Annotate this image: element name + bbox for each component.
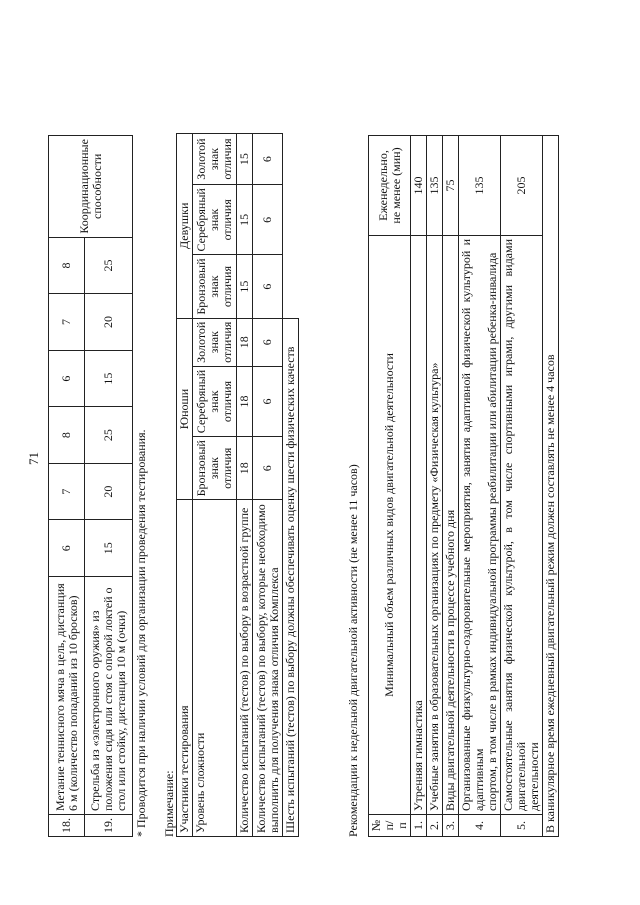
text-line: спортом, в том числе в рамках индивидуальной программы реабилитации или абилитации ребенка-инвалида [485,252,499,812]
table-row [85,136,133,837]
table-row [237,134,253,837]
cell-value: 6 [49,350,85,407]
label-line: выполнить для получения знака отличия Комплекса [266,567,281,833]
bronze-header [193,255,237,318]
header-line: Бронзовый [194,440,208,497]
activity-minutes: 140 [411,136,427,236]
header-line: Золотой [194,321,208,363]
header-line: Золотой [194,138,208,180]
header-line: знак [207,331,221,354]
table-continuation [48,135,133,837]
activity-text: Утренняя гимнастика [411,235,427,814]
cell-value: 15 [237,134,253,185]
cell-value: 15 [85,520,133,577]
header-line: № [369,819,383,832]
cell-value: 18 [237,366,253,436]
cell-value: 8 [49,237,85,294]
cell-value: 15 [85,350,133,407]
header-num [369,815,411,837]
cell-value: 7 [49,294,85,351]
test-name-line: положения сидя или стоя с опорой локтей о [101,587,115,811]
test-name-line: Метание теннисного мяча в цель, дистанция [52,583,67,811]
test-name [49,576,85,814]
gold-header [193,134,237,185]
row-number: 19. [85,815,133,837]
activity-minutes: 135 [427,136,443,236]
silver-header [193,366,237,436]
participants-label: Участники тестирования [177,500,193,837]
text-line: деятельности [527,742,541,812]
table-row [253,134,283,837]
cell-value: 20 [85,294,133,351]
row-number: 18. [49,815,85,837]
cell-value: 6 [253,134,283,185]
gold-header [193,318,237,366]
activity-minutes: 205 [501,136,543,236]
table-row [411,136,427,837]
table-row [443,136,459,837]
cell-value: 6 [253,318,283,366]
cell-value: 18 [237,437,253,500]
header-line: отличия [220,321,234,363]
cell-value: 6 [253,366,283,436]
cell-value: 6 [253,185,283,255]
page-number: 71 [26,452,41,465]
activity-minutes: 135 [459,136,501,236]
row-number: 5. [501,815,543,837]
table-row [49,136,85,837]
activity-text [501,235,543,814]
recommend-heading: Рекомендации к недельной двигательной активности (не менее 11 часов) [346,464,360,837]
category-line: Координационные [76,139,91,234]
cell-value: 25 [85,237,133,294]
note-heading: Примечание: [162,770,176,837]
table-row [283,134,299,837]
level-label: Уровень сложности [193,500,237,837]
header-line: Серебряный [194,369,208,434]
table-row [369,136,411,837]
activity-text [459,235,501,814]
table-row [177,134,193,837]
header-weekly [369,136,411,236]
cell-value: 15 [237,255,253,318]
row-number: 1. [411,815,427,837]
header-line: знак [207,147,221,171]
cell-value: 20 [85,463,133,520]
cell-value: 18 [237,318,253,366]
header-line: Еженедельно, [375,150,390,221]
youths-header: Юноши [177,318,193,500]
test-name-line: стол или стойку, дистанция 10 м (очки) [114,610,128,811]
header-line: не менее (мин) [388,147,403,224]
cell-value: 7 [49,463,85,520]
table-row [459,136,501,837]
footer-note: В каникулярное время ежедневный двигательный режим должен составлять не менее 4 часов [543,136,559,837]
header-line: знак [207,390,221,413]
text-line: Самостоятельные занятия физической культурой, в том числе спортивными играми, другими видами двигательной [501,238,528,812]
label-line: Количество испытаний (тестов) по выбору, которые необходимо [253,504,268,833]
header-line: Серебряный [194,188,208,252]
row-label [253,500,283,837]
header-line: знак [207,275,221,298]
row-number: 3. [443,815,459,837]
header-line: знак [207,457,221,480]
header-title: Минимальный объем различных видов двигательной деятельности [369,235,411,814]
footnote: * Проводится при наличии условий для организации проведения тестирования. [134,429,148,837]
cell-value: 15 [237,185,253,255]
cell-value: 6 [253,255,283,318]
row-label: Количество испытаний (тестов) по выбору в возрастной группе [237,500,253,837]
cell-value: 8 [49,407,85,464]
activity-minutes: 75 [443,136,459,236]
activity-text: Виды двигательной деятельности в процессе учебного дня [443,235,459,814]
header-line: Бронзовый [194,258,208,315]
category-line: способности [89,153,104,219]
table-row [501,136,543,837]
table-activity [368,135,559,837]
row-number: 2. [427,815,443,837]
header-line: п/п [382,820,409,831]
row-number: 4. [459,815,501,837]
row-label: Шесть испытаний (тестов) по выбору должны обеспечивать оценку шести физических качеств [283,318,299,836]
table-note [176,133,299,837]
header-line: отличия [220,447,234,489]
empty-cell [283,134,299,319]
test-name-line: 6 м (количество попаданий из 10 бросков) [65,595,80,811]
test-name-line: Стрельба из «электронного оружия» из [88,610,102,811]
table-row [427,136,443,837]
merged-category [49,136,133,238]
header-line: отличия [220,265,234,308]
girls-header: Девушки [177,134,193,319]
text-line: Организованные физкультурно-оздоровительные мероприятия, занятия адаптивной физической культурой и адаптивным [459,238,486,812]
header-line: знак [207,208,221,231]
table-row [193,134,237,837]
table-row [543,136,559,837]
cell-value: 6 [49,520,85,577]
bronze-header [193,437,237,500]
header-line: отличия [220,138,234,180]
silver-header [193,185,237,255]
cell-value: 25 [85,407,133,464]
test-name [85,576,133,814]
cell-value: 6 [253,437,283,500]
header-line: отличия [220,199,234,241]
header-line: отличия [220,380,234,423]
activity-text: Учебные занятия в образовательных организациях по предмету «Физическая культура» [427,235,443,814]
